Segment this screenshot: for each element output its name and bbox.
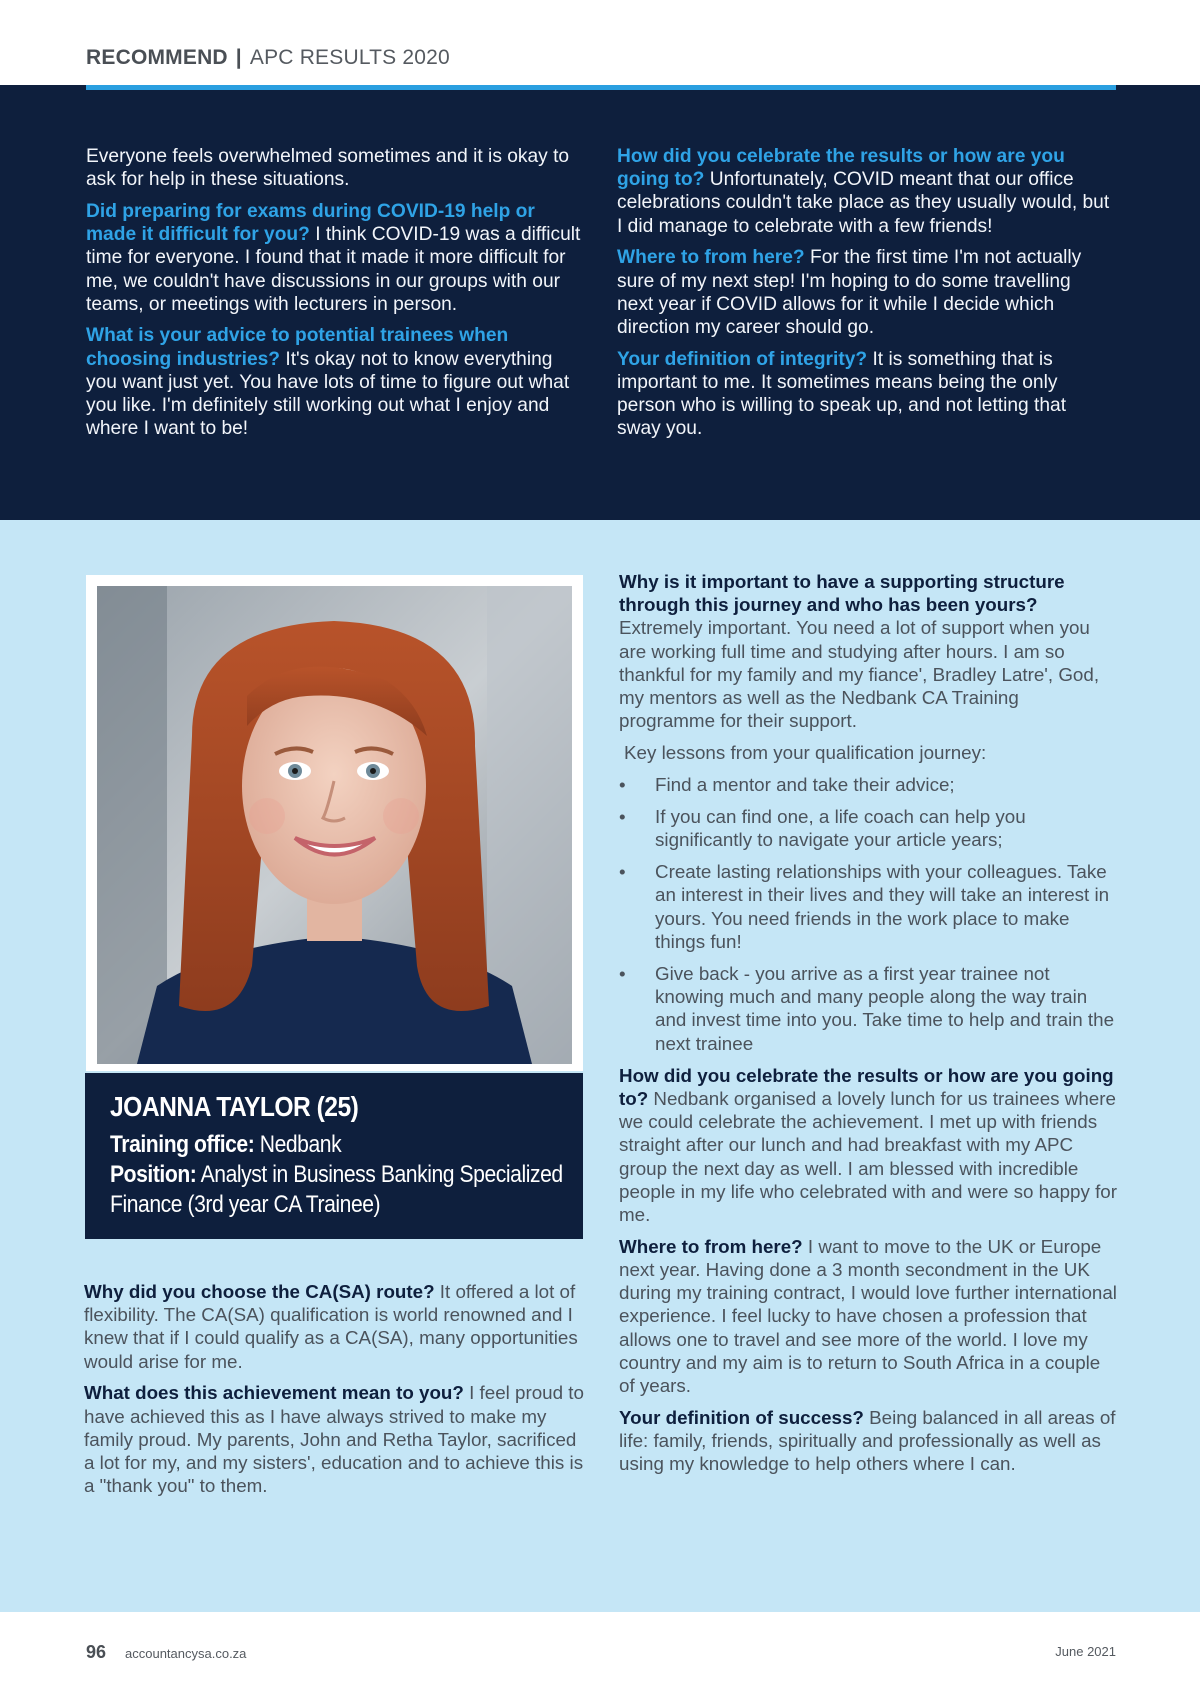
question-text: Your definition of integrity?	[617, 348, 868, 370]
dark-interview-band	[0, 85, 1200, 520]
lessons-intro: Key lessons from your qualification journey:	[624, 741, 987, 763]
lesson-text: Give back - you arrive as a first year trainee not knowing much and many people along the way train and invest time into you. Take time to help and train the next trainee	[655, 963, 1115, 1054]
answer-text: Nedbank organised a lovely lunch for us trainees where we could celebrate the achievement. I met up with friends straight after our lunch and had breakfast with my APC group the next day as well. I am blessed with incredible people in my life who celebrated with and were so happy for me.	[619, 1088, 1117, 1226]
bullet-icon: •	[619, 773, 626, 795]
qa-paragraph	[84, 1381, 586, 1497]
qa-paragraph	[86, 324, 586, 440]
question-text: Did preparing for exams during COVID-19 help or made it difficult for you?	[86, 200, 535, 246]
list-item	[619, 962, 1117, 1055]
section-label: RECOMMEND	[86, 46, 228, 69]
issue-date: June 2021	[1055, 1644, 1116, 1659]
qa-paragraph	[617, 348, 1112, 441]
lesson-text: If you can find one, a life coach can help you significantly to navigate your article years;	[655, 805, 1026, 851]
lesson-text: Create lasting relationships with your colleagues. Take an interest in their lives and they will take an interest in yours. You need friends in the work place to make things fun!	[655, 861, 1110, 952]
website-link[interactable]: accountancysa.co.za	[125, 1646, 247, 1661]
question-text: How did you celebrate the results or how are you going to?	[617, 146, 1065, 191]
qa-paragraph	[84, 1280, 586, 1373]
portrait-photo	[97, 586, 572, 1064]
lesson-text: Find a mentor and take their advice;	[655, 773, 955, 795]
answer-text: Extremely important. You need a lot of support when you are working full time and studying after hours. I am so thankful for my family and my fiance', Bradley Latre', God, my mentors as well as the Nedbank CA Training programme for their support.	[619, 617, 1100, 732]
question-text: What is your advice to potential trainees when choosing industries?	[86, 325, 509, 370]
page-number: 96	[86, 1642, 107, 1662]
portrait-illustration	[97, 586, 572, 1064]
question-text: What does this achievement mean to you?	[84, 1382, 464, 1404]
bullet-icon: •	[619, 963, 626, 985]
answer-text: Everyone feels overwhelmed sometimes and it is okay to ask for help in these situations.	[86, 146, 570, 191]
qa-paragraph	[619, 1406, 1117, 1476]
list-item	[619, 805, 1117, 851]
question-text: How did you celebrate the results or how are you going to?	[619, 1064, 1114, 1110]
office-value: Nedbank	[254, 1131, 342, 1158]
paragraph	[86, 145, 586, 191]
answer-text: It's okay not to know everything you want just yet. You have lots of time to figure out what you like. I'm definitely still working out what I enjoy and where I want to be!	[86, 348, 570, 440]
answer-text: I think COVID-19 was a difficult time for everyone. I found that it made it more difficult for me, we couldn't have discussions in our groups with our teams, or meetings with lecturers in person.	[86, 224, 581, 315]
question-text: Your definition of success?	[619, 1406, 864, 1428]
photo-frame	[86, 575, 583, 1071]
training-office-line	[110, 1130, 568, 1160]
question-text: Why is it important to have a supporting structure through this journey and who has been yours?	[619, 571, 1065, 616]
position-value: Analyst in Business Banking Specialized Finance (3rd year CA Trainee)	[110, 1161, 563, 1218]
answer-text: It is something that is important to me. It sometimes means being the only person who is willing to speak up, and not letting that sway you.	[617, 348, 1067, 440]
profile-name-box	[85, 1073, 583, 1239]
lessons-list	[619, 773, 1117, 1055]
answer-text: It offered a lot of flexibility. The CA(SA) qualification is world renowned and I knew that if I could qualify as a CA(SA), many opportunities would arise for me.	[84, 1281, 578, 1372]
top-right-column	[617, 145, 1112, 449]
bullet-icon: •	[619, 861, 626, 883]
qa-paragraph	[619, 570, 1117, 732]
top-left-column	[86, 145, 586, 449]
answer-text: I want to move to the UK or Europe next year. Having done a 3 month secondment in the UK during my training contract, I would love further international experience. I feel lucky to have chosen a profession that allows one to travel and see more of the world. I love my country and my aim is to return to South Africa in a couple of years.	[619, 1235, 1117, 1396]
profile-details	[110, 1130, 568, 1220]
answer-text: Unfortunately, COVID meant that our office celebrations couldn't take place as they usually would, but I did manage to celebrate with a few friends!	[617, 169, 1110, 237]
header-subtitle: APC RESULTS 2020	[249, 46, 450, 69]
accent-rule	[86, 85, 1116, 90]
header-separator: |	[235, 46, 242, 69]
qa-paragraph	[617, 145, 1112, 238]
bullet-icon: •	[619, 805, 626, 827]
bottom-left-column	[84, 1280, 586, 1506]
answer-text: For the first time I'm not actually sure of my next step! I'm hoping to do some travelling next year if COVID allows for it while I decide which direction my career should go.	[617, 247, 1082, 338]
office-label: Training office:	[110, 1131, 255, 1158]
answer-text: I feel proud to have achieved this as I have always strived to make my family proud. My parents, John and Retha Taylor, sacrificed a lot for my, and my sisters', education and to achieve this is a "thank you" to them.	[84, 1382, 584, 1497]
question-text: Where to from here?	[619, 1235, 803, 1257]
header-title	[86, 46, 450, 70]
qa-paragraph	[617, 246, 1112, 339]
position-line	[110, 1160, 568, 1220]
list-item	[619, 773, 1117, 796]
list-item	[619, 860, 1117, 953]
position-label: Position:	[110, 1161, 197, 1188]
page-header	[0, 0, 1200, 85]
person-name: JOANNA TAYLOR (25)	[110, 1091, 359, 1122]
answer-text: Being balanced in all areas of life: family, friends, spiritually and professionally as well as using my knowledge to help others where I can.	[619, 1406, 1116, 1475]
light-profile-band	[0, 520, 1200, 1612]
question-text: Where to from here?	[617, 247, 805, 269]
question-text: Why did you choose the CA(SA) route?	[84, 1281, 435, 1302]
qa-paragraph	[619, 1064, 1117, 1226]
qa-paragraph	[619, 1235, 1117, 1397]
qa-paragraph	[86, 200, 586, 316]
bottom-right-column	[619, 570, 1117, 1484]
page-footer	[0, 1612, 1200, 1696]
